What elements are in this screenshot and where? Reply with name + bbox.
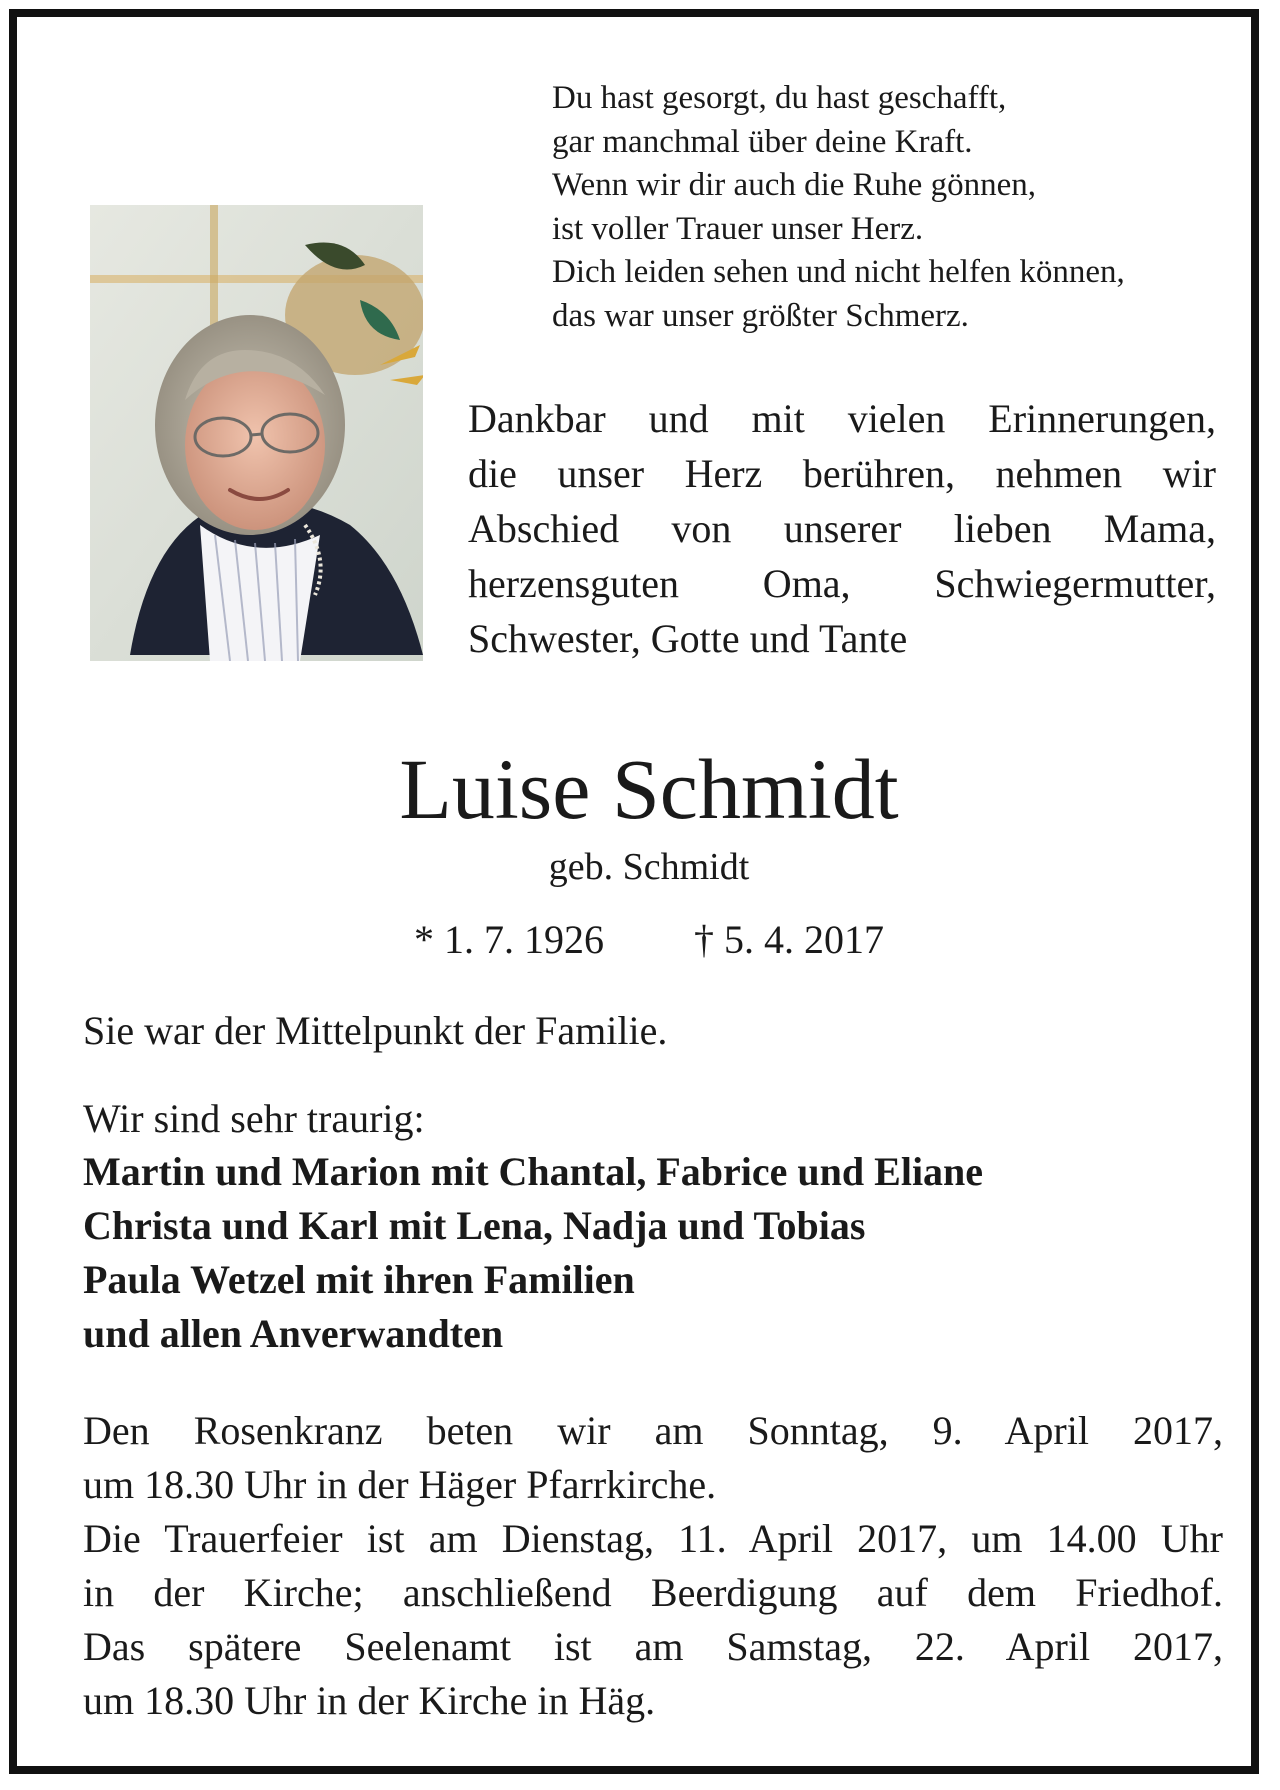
details-line: Den Rosenkranz beten wir am Sonntag, 9. April 2017, [83,1408,1223,1453]
intro-line: die unser Herz berühren, nehmen wir [468,451,1216,496]
poem-line: das war unser größter Schmerz. [552,297,969,334]
poem-line: ist voller Trauer unser Herz. [552,210,924,247]
poem-line: Wenn wir dir auch die Ruhe gönnen, [552,167,1036,203]
portrait-photo [90,205,423,661]
poem-line: Dich leiden sehen und nicht helfen können, [552,254,1125,290]
portrait-illustration [90,205,423,661]
death-date: † 5. 4. 2017 [694,917,884,962]
mourner-line: Christa und Karl mit Lena, Nadja und Tobias [83,1203,866,1248]
birth-date: * 1. 7. 1926 [414,917,604,962]
intro-line: herzensguten Oma, Schwiegermutter, [468,561,1216,606]
memorial-poem [552,77,1242,338]
details-line: Die Trauerfeier ist am Dienstag, 11. April 2017, um 14.00 Uhr [83,1516,1223,1561]
mourners-heading: Wir sind sehr traurig: [83,1096,425,1141]
deceased-name: Luise Schmidt [399,741,899,837]
details-line: um 18.30 Uhr in der Häger Pfarrkirche. [83,1462,717,1507]
life-dates [17,914,1251,966]
intro-line: Dankbar und mit vielen Erinnerungen, [468,396,1216,441]
service-details [83,1404,1223,1728]
intro-line: Schwester, Gotte und Tante [468,616,908,661]
mourner-line: Martin und Marion mit Chantal, Fabrice und Eliane [83,1149,984,1194]
maiden-name: geb. Schmidt [548,846,750,888]
details-line: um 18.30 Uhr in der Kirche in Häg. [83,1678,656,1723]
intro-text [468,391,1216,666]
poem-line: gar manchmal über deine Kraft. [552,123,973,160]
family-center-line: Sie war der Mittelpunkt der Familie. [83,1008,668,1053]
obituary-notice [9,9,1259,1774]
details-line: Das spätere Seelenamt ist am Samstag, 22. April 2017, [83,1624,1223,1669]
intro-line: Abschied von unserer lieben Mama, [468,506,1216,551]
poem-line: Du hast gesorgt, du hast geschafft, [552,80,1007,116]
mourners-list [83,1145,1223,1361]
mourner-line: Paula Wetzel mit ihren Familien [83,1257,635,1302]
details-line: in der Kirche; anschließend Beerdigung auf dem Friedhof. [83,1570,1223,1615]
mourner-line: und allen Anverwandten [83,1311,504,1356]
